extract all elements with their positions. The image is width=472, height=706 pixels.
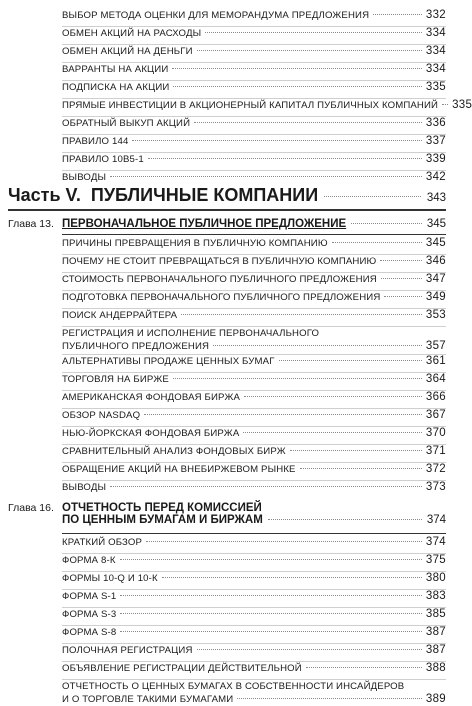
dot-leader xyxy=(144,414,422,415)
toc-entry-page: 385 xyxy=(425,608,446,620)
dot-leader xyxy=(197,50,422,51)
toc-entry-title: ФОРМА S-3 xyxy=(62,609,117,620)
chapter-title-line2: ПО ЦЕННЫМ БУМАГАМ И БИРЖАМ xyxy=(62,514,263,526)
toc-entry-page: 336 xyxy=(425,117,446,129)
toc-entry-page: 371 xyxy=(425,445,446,457)
part-heading xyxy=(8,185,446,206)
toc-entry-page: 334 xyxy=(425,63,446,75)
toc-entry-page: 332 xyxy=(425,9,446,21)
chapter-label: Глава 13. xyxy=(8,218,54,230)
dot-leader xyxy=(442,104,448,105)
toc-entry-title: ОБРАТНЫЙ ВЫКУП АКЦИЙ xyxy=(62,118,191,129)
toc-entry xyxy=(62,445,446,458)
toc-entry-title: ПОЛОЧНАЯ РЕГИСТРАЦИЯ xyxy=(62,645,193,656)
toc-entry xyxy=(62,63,446,76)
toc-entry xyxy=(62,481,446,494)
toc-entry-page: 373 xyxy=(425,481,446,493)
toc-entry-page: 334 xyxy=(425,45,446,57)
toc-entry-title-line1: РЕГИСТРАЦИЯ И ИСПОЛНЕНИЕ ПЕРВОНАЧАЛЬНОГО xyxy=(62,328,320,339)
chapter-page: 345 xyxy=(426,218,446,230)
toc-entry-title-line2: ПУБЛИЧНОГО ПРЕДЛОЖЕНИЯ xyxy=(62,341,210,352)
dot-leader xyxy=(268,519,422,520)
toc-entry-page: 364 xyxy=(425,373,446,385)
part-page: 343 xyxy=(426,192,446,204)
dot-leader xyxy=(306,667,422,668)
dot-leader xyxy=(120,559,422,560)
toc-entry-title: КРАТКИЙ ОБЗОР xyxy=(62,537,143,548)
chapter-title-line1: ОТЧЕТНОСТЬ ПЕРЕД КОМИССИЕЙ xyxy=(62,502,262,514)
toc-entry-page: 374 xyxy=(425,536,446,548)
dot-leader xyxy=(381,278,422,279)
toc-entry xyxy=(62,680,446,706)
toc-entry xyxy=(62,391,446,404)
toc-entry-title: АЛЬТЕРНАТИВЫ ПРОДАЖЕ ЦЕННЫХ БУМАГ xyxy=(62,356,275,367)
dot-leader xyxy=(110,176,422,177)
toc-entry xyxy=(62,171,446,184)
toc-entry xyxy=(62,644,446,657)
toc-entry xyxy=(62,608,446,621)
toc-entry-page: 361 xyxy=(425,355,446,367)
toc-entry-title: ТОРГОВЛЯ НА БИРЖЕ xyxy=(62,374,169,385)
toc-entry-title: ОБЪЯВЛЕНИЕ РЕГИСТРАЦИИ ДЕЙСТВИТЕЛЬНОЙ xyxy=(62,663,302,674)
toc-entry-page: 375 xyxy=(425,554,446,566)
toc-entry xyxy=(62,99,472,112)
toc-entry-title: ПОДПИСКА НА АКЦИИ xyxy=(62,82,170,93)
toc-entry xyxy=(62,536,446,549)
chapter-page: 374 xyxy=(426,514,446,526)
dot-leader xyxy=(110,486,422,487)
toc-entry-title-line2: И О ТОРГОВЛЕ ТАКИМИ БУМАГАМИ xyxy=(62,694,234,705)
toc-entry-title: ПРИЧИНЫ ПРЕВРАЩЕНИЯ В ПУБЛИЧНУЮ КОМПАНИЮ xyxy=(62,238,328,249)
toc-entry-page: 335 xyxy=(425,81,446,93)
toc-entry-title: ПОЧЕМУ НЕ СТОИТ ПРЕВРАЩАТЬСЯ В ПУБЛИЧНУЮ КОМПАНИЮ xyxy=(62,256,377,267)
dot-leader xyxy=(146,541,422,542)
toc-entry-title: ФОРМА S-1 xyxy=(62,591,117,602)
toc-entry-page: 347 xyxy=(425,273,446,285)
toc-entry-page: 337 xyxy=(425,135,446,147)
dot-leader xyxy=(243,432,422,433)
toc-entry-page: 383 xyxy=(425,590,446,602)
toc-entry-page: 389 xyxy=(425,693,446,705)
toc-entry-page: 353 xyxy=(425,309,446,321)
toc-entry xyxy=(62,45,446,58)
dot-leader xyxy=(148,158,422,159)
dot-leader xyxy=(279,360,422,361)
toc-entry xyxy=(62,572,446,585)
toc-entry xyxy=(62,237,446,250)
dot-leader xyxy=(237,698,422,699)
part-rule xyxy=(8,209,446,211)
toc-entry xyxy=(62,327,446,353)
toc-entry-page: 387 xyxy=(425,644,446,656)
toc-entry xyxy=(62,463,446,476)
toc-entry xyxy=(62,554,446,567)
toc-entry-page: 345 xyxy=(425,237,446,249)
toc-entry-title: ФОРМА S-8 xyxy=(62,627,117,638)
toc-entry xyxy=(62,626,446,639)
toc-entry xyxy=(62,117,446,130)
chapter-rule xyxy=(62,234,446,235)
toc-entry-page: 334 xyxy=(425,27,446,39)
toc-entry-page: 370 xyxy=(425,427,446,439)
dot-leader xyxy=(181,314,422,315)
dot-leader xyxy=(120,595,422,596)
toc-entry-title: ФОРМЫ 10-Q И 10-К xyxy=(62,573,158,584)
toc-entry xyxy=(62,662,446,675)
toc-entry xyxy=(62,291,446,304)
toc-entry xyxy=(62,355,446,368)
toc-entry-title: ОБМЕН АКЦИЙ НА РАСХОДЫ xyxy=(62,28,202,39)
toc-entry-title: ПРАВИЛО 10B5-1 xyxy=(62,154,144,165)
toc-entry xyxy=(62,81,446,94)
toc-entry xyxy=(62,309,446,322)
toc-entry-page: 388 xyxy=(425,662,446,674)
dot-leader xyxy=(173,86,421,87)
dot-leader xyxy=(384,296,421,297)
toc-entry-page: 380 xyxy=(425,572,446,584)
toc-entry-title-line1: ОТЧЕТНОСТЬ О ЦЕННЫХ БУМАГАХ В СОБСТВЕННОСТИ ИНСАЙДЕРОВ xyxy=(62,681,405,692)
toc-entry-title: ПОДГОТОВКА ПЕРВОНАЧАЛЬНОГО ПУБЛИЧНОГО ПРЕДЛОЖЕНИЯ xyxy=(62,292,381,303)
part-label: Часть V. xyxy=(8,185,81,205)
toc-entry-page: 335 xyxy=(452,99,472,111)
toc-entry-page: 367 xyxy=(425,409,446,421)
toc-entry-page: 349 xyxy=(425,291,446,303)
dot-leader xyxy=(373,14,422,15)
toc-entry xyxy=(62,590,446,603)
toc-entry xyxy=(62,9,446,22)
toc-entry-page: 357 xyxy=(425,340,446,352)
dot-leader xyxy=(244,396,422,397)
toc-entry xyxy=(62,27,446,40)
toc-entry-title: ФОРМА 8-К xyxy=(62,555,116,566)
toc-entry-page: 342 xyxy=(425,171,446,183)
toc-entry xyxy=(62,135,446,148)
dot-leader xyxy=(351,223,422,224)
toc-entry xyxy=(62,255,446,268)
toc-entry xyxy=(62,153,446,166)
dot-leader xyxy=(132,140,421,141)
toc-entry-title: ПРАВИЛО 144 xyxy=(62,136,129,147)
dot-leader xyxy=(120,631,422,632)
toc-entry-title: СТОИМОСТЬ ПЕРВОНАЧАЛЬНОГО ПУБЛИЧНОГО ПРЕДЛОЖЕНИЯ xyxy=(62,274,377,285)
toc-entry-page: 372 xyxy=(425,463,446,475)
toc-entry-title: АМЕРИКАНСКАЯ ФОНДОВАЯ БИРЖА xyxy=(62,392,241,403)
dot-leader xyxy=(213,345,422,346)
dot-leader xyxy=(173,378,422,379)
dot-leader xyxy=(172,68,422,69)
dot-leader xyxy=(120,613,422,614)
toc-entry-title: ОБМЕН АКЦИЙ НА ДЕНЬГИ xyxy=(62,46,193,57)
dot-leader xyxy=(300,468,422,469)
toc-entry-page: 346 xyxy=(425,255,446,267)
dot-leader xyxy=(194,122,422,123)
toc-entry-title: НЬЮ-ЙОРКСКАЯ ФОНДОВАЯ БИРЖА xyxy=(62,428,240,439)
dot-leader xyxy=(197,649,422,650)
toc-entry-page: 387 xyxy=(425,626,446,638)
toc-entry-title: ВЫВОДЫ xyxy=(62,172,107,183)
dot-leader xyxy=(324,196,421,197)
toc-entry xyxy=(62,427,446,440)
toc-entry-title: СРАВНИТЕЛЬНЫЙ АНАЛИЗ ФОНДОВЫХ БИРЖ xyxy=(62,446,286,457)
toc-entry-title: ПОИСК АНДЕРРАЙТЕРА xyxy=(62,310,178,321)
toc-entry-title: ПРЯМЫЕ ИНВЕСТИЦИИ В АКЦИОНЕРНЫЙ КАПИТАЛ ПУБЛИЧНЫХ КОМПАНИЙ xyxy=(62,100,439,111)
dot-leader xyxy=(162,577,422,578)
toc-entry-title: ОБРАЩЕНИЕ АКЦИЙ НА ВНЕБИРЖЕВОМ РЫНКЕ xyxy=(62,464,296,475)
dot-leader xyxy=(290,450,422,451)
chapter-label: Глава 16. xyxy=(8,502,54,514)
dot-leader xyxy=(380,260,422,261)
chapter-rule xyxy=(62,533,446,534)
dot-leader xyxy=(332,242,422,243)
toc-entry xyxy=(62,409,446,422)
toc-entry-title: ВЫВОДЫ xyxy=(62,482,107,493)
toc-entry-title: ВЫБОР МЕТОДА ОЦЕНКИ ДЛЯ МЕМОРАНДУМА ПРЕДЛОЖЕНИЯ xyxy=(62,10,370,21)
toc-entry-page: 366 xyxy=(425,391,446,403)
dot-leader xyxy=(205,32,422,33)
toc-entry-page: 339 xyxy=(425,153,446,165)
toc-entry xyxy=(62,373,446,386)
toc-entry-title: ВАРРАНТЫ НА АКЦИИ xyxy=(62,64,169,75)
chapter-title: ПЕРВОНАЧАЛЬНОЕ ПУБЛИЧНОЕ ПРЕДЛОЖЕНИЕ xyxy=(62,218,347,230)
toc-entry-title: ОБЗОР NASDAQ xyxy=(62,410,141,421)
part-title: ПУБЛИЧНЫЕ КОМПАНИИ xyxy=(90,185,319,205)
toc-entry xyxy=(62,273,446,286)
